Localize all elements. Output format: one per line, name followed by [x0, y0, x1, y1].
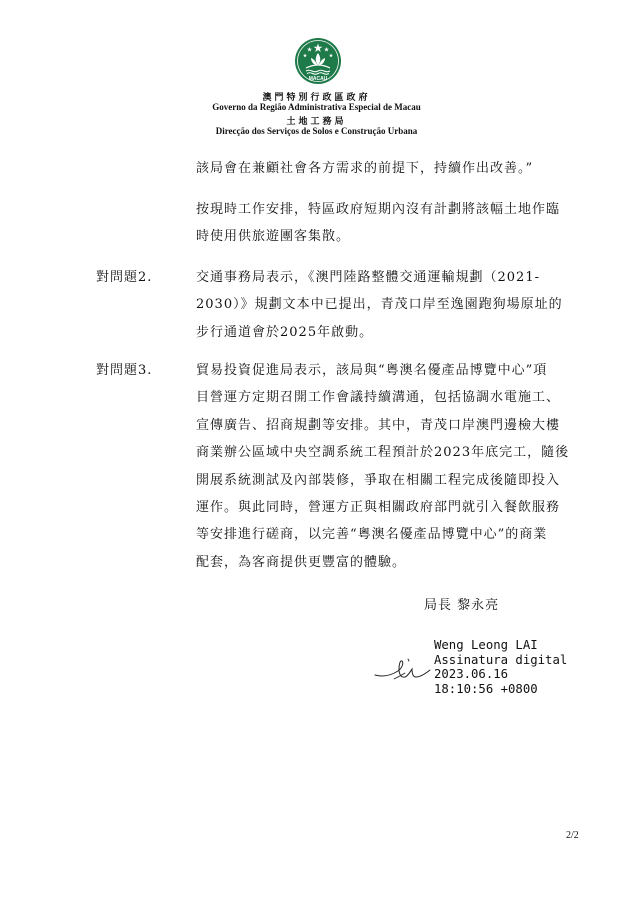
department-name-chinese: 土地工務局 — [286, 116, 347, 126]
text-line: 該局會在兼顧社會各方需求的前提下，持續作出改善。” — [196, 161, 534, 176]
answer-3-label: 對問題3. — [96, 363, 153, 378]
page-number: 2/2 — [566, 830, 579, 841]
text-line: 按現時工作安排，特區政府短期內沒有計劃將該幅土地作臨 — [196, 202, 561, 217]
text-line: 等安排進行磋商，以完善“粵澳名優產品博覽中心”的商業 — [196, 527, 548, 543]
text-line: 步行通道會於2025年啟動。 — [196, 324, 374, 340]
government-name-chinese: 澳門特別行政區政府 — [262, 92, 371, 102]
answer-2-text — [196, 264, 563, 346]
handwritten-signature-icon — [372, 655, 434, 683]
signature-date: 2023.06.16 — [434, 667, 509, 681]
text-line: 開展系統測試及內部裝修，爭取在相關工程完成後隨即投入 — [196, 472, 561, 488]
signature-time: 18:10:56 +0800 — [434, 681, 538, 696]
signoff-director: 局長 黎永亮 — [424, 598, 500, 613]
text-line: 商業辦公區域中央空調系統工程預計於2023年底完工，隨後 — [196, 445, 570, 461]
text-line: 目營運方定期召開工作會議持續溝通，包括協調水電施工、 — [196, 390, 561, 406]
answer-2-label: 對問題2. — [96, 270, 153, 285]
text-line: 配套，為客商提供更豐富的體驗。 — [196, 554, 407, 570]
text-line: 時使用供旅遊團客集散。 — [196, 229, 351, 245]
department-name-portuguese: Direcção dos Serviços de Solos e Construção Urbana — [215, 126, 418, 136]
paragraph-continuation — [196, 155, 533, 182]
svg-text:MACAU: MACAU — [308, 76, 328, 82]
text-line: 宣傳廣告、招商規劃等安排。其中，青茂口岸澳門邊檢大樓 — [196, 417, 561, 433]
signature-name: Weng Leong LAI — [434, 638, 538, 652]
digital-signature-block — [434, 638, 567, 696]
text-line: 交通事務局表示，《澳門陸路整體交通運輸規劃（2021- — [196, 270, 540, 285]
text-line: 運作。與此同時，營運方正與相關政府部門就引入餐飲服務 — [196, 500, 561, 516]
answer-3-text — [196, 357, 569, 576]
signature-label: Assinatura digital — [434, 652, 568, 667]
macau-emblem-icon — [294, 37, 342, 85]
government-name-portuguese: Governo da Região Administrativa Especial de Macau — [212, 102, 421, 112]
text-line: 貿易投資促進局表示，該局與“粵澳名優產品博覽中心”項 — [196, 363, 548, 378]
paragraph-land-use — [196, 196, 560, 251]
text-line: 2030）》規劃文本中已提出，青茂口岸至逸園跑狗場原址的 — [196, 297, 563, 313]
